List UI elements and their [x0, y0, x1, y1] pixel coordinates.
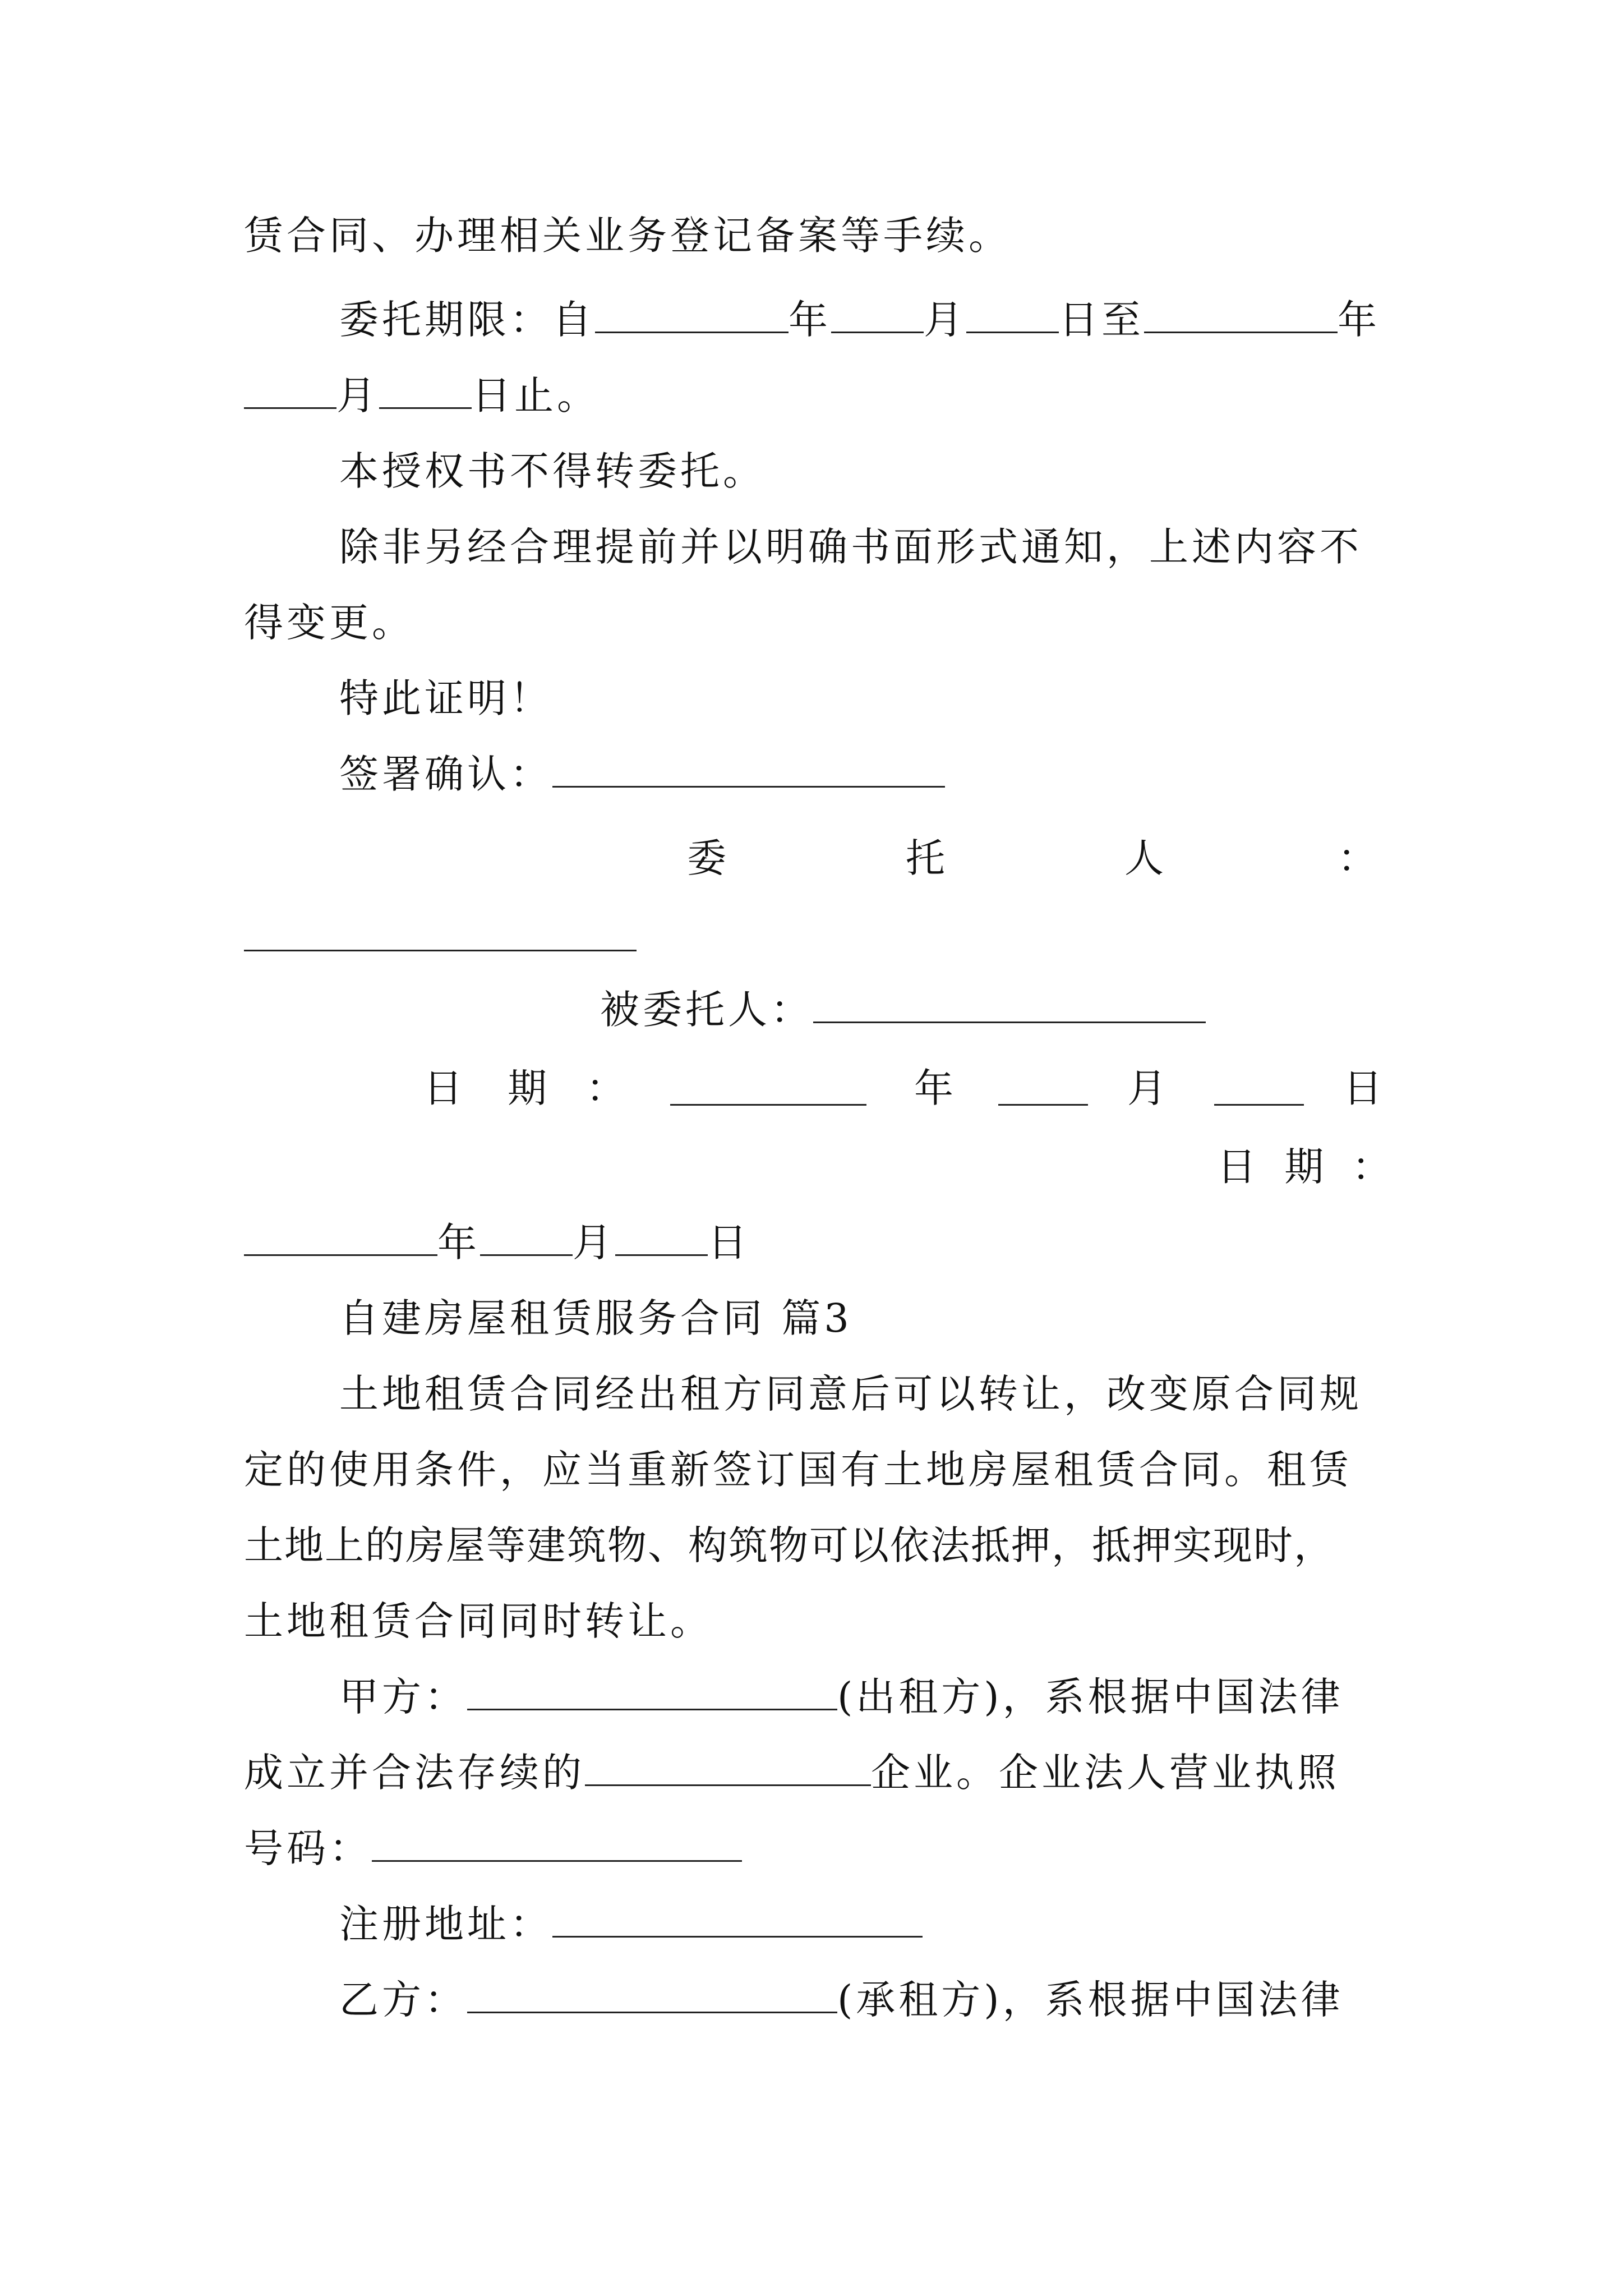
party-a-line2-pre: 成立并合法存续的 [244, 1750, 585, 1796]
blank-field [480, 1215, 573, 1256]
date1-day: 日 [1343, 1065, 1382, 1111]
date2-month: 月 [573, 1220, 615, 1266]
principal-char-2: 托 [906, 835, 945, 881]
party-b-blank [467, 1972, 837, 2013]
term-month1: 月 [924, 297, 966, 343]
notice-line-2: 得变更。 [244, 600, 414, 646]
license-blank [372, 1821, 742, 1862]
blank-field [1214, 1102, 1304, 1106]
party-a-label: 甲方： [339, 1674, 467, 1720]
party-a-line [339, 1669, 1344, 1725]
term-label: 委托期限：自 [339, 297, 595, 343]
blank-field [615, 1215, 708, 1256]
no-transfer-line: 本授权书不得转委托。 [339, 448, 766, 494]
date1-colon: ： [586, 1065, 625, 1111]
term-year1: 年 [789, 297, 831, 343]
term-day-end: 日止。 [472, 372, 600, 418]
party-b-role: (承租方)，系根据中国法律 [837, 1977, 1344, 2023]
blank-field [1144, 292, 1338, 333]
certify-line: 特此证明！ [339, 675, 552, 721]
body-line: 定的使用条件，应当重新签订国有土地房屋租赁合同。租赁 [244, 1447, 1352, 1493]
reg-addr-line [339, 1896, 923, 1952]
date2-line [244, 1214, 750, 1271]
date1-month: 月 [1127, 1065, 1166, 1111]
notice-line-1: 除非另经合理提前并以明确书面形式通知，上述内容不 [339, 524, 1362, 570]
term-day-to: 日至 [1059, 297, 1144, 343]
body-line: 土地上的房屋等建筑物、构筑物可以依法抵押，抵押实现时， [244, 1522, 1334, 1568]
term-month2: 月 [336, 372, 379, 418]
reg-addr-label: 注册地址： [339, 1901, 552, 1947]
agent-blank [813, 982, 1206, 1023]
agent-label: 被委托人： [600, 987, 813, 1033]
blank-field [831, 292, 924, 333]
blank-field [670, 1102, 866, 1106]
party-b-label: 乙方： [339, 1977, 467, 2023]
principal-char-3: 人 [1124, 835, 1164, 881]
license-line [244, 1820, 742, 1876]
body-line: 土地租赁合同经出租方同意后可以转让，改变原合同规 [339, 1371, 1362, 1417]
term-year2: 年 [1338, 297, 1380, 343]
party-a-role: (出租方)，系根据中国法律 [837, 1674, 1344, 1720]
sign-confirm-line [339, 746, 945, 802]
party-a-blank [467, 1669, 837, 1710]
principal-char-1: 委 [687, 835, 726, 881]
blank-field [244, 368, 336, 409]
date1-char-1: 日 [423, 1065, 463, 1111]
party-b-line [339, 1972, 1344, 2028]
term-line [339, 292, 1380, 348]
party-a-line2-post: 企业。企业法人营业执照 [871, 1750, 1340, 1796]
body-line: 土地租赁合同同时转让。 [244, 1598, 713, 1644]
section-title: 自建房屋租赁服务合同 篇3 [339, 1295, 852, 1341]
paragraph-line: 赁合同、办理相关业务登记备案等手续。 [244, 213, 1011, 259]
blank-field [379, 368, 472, 409]
date2-label: 日 期 ： [1217, 1144, 1399, 1190]
sign-confirm-label: 签署确认： [339, 751, 552, 797]
enterprise-blank [585, 1745, 871, 1786]
principal-blank [244, 948, 637, 951]
date2-year: 年 [437, 1220, 480, 1266]
party-a-line-2 [244, 1745, 1340, 1801]
reg-addr-blank [552, 1897, 923, 1938]
license-label: 号码： [244, 1825, 372, 1871]
agent-line [600, 982, 1206, 1038]
term-line-2 [244, 367, 600, 424]
principal-colon: ： [1338, 835, 1377, 881]
blank-field [966, 292, 1059, 333]
blank-field [998, 1102, 1088, 1106]
date1-year: 年 [914, 1065, 953, 1111]
blank-field [595, 292, 789, 333]
date1-char-2: 期 [508, 1065, 547, 1111]
date2-day: 日 [708, 1220, 750, 1266]
blank-field [244, 1215, 437, 1256]
signature-blank [552, 747, 945, 788]
